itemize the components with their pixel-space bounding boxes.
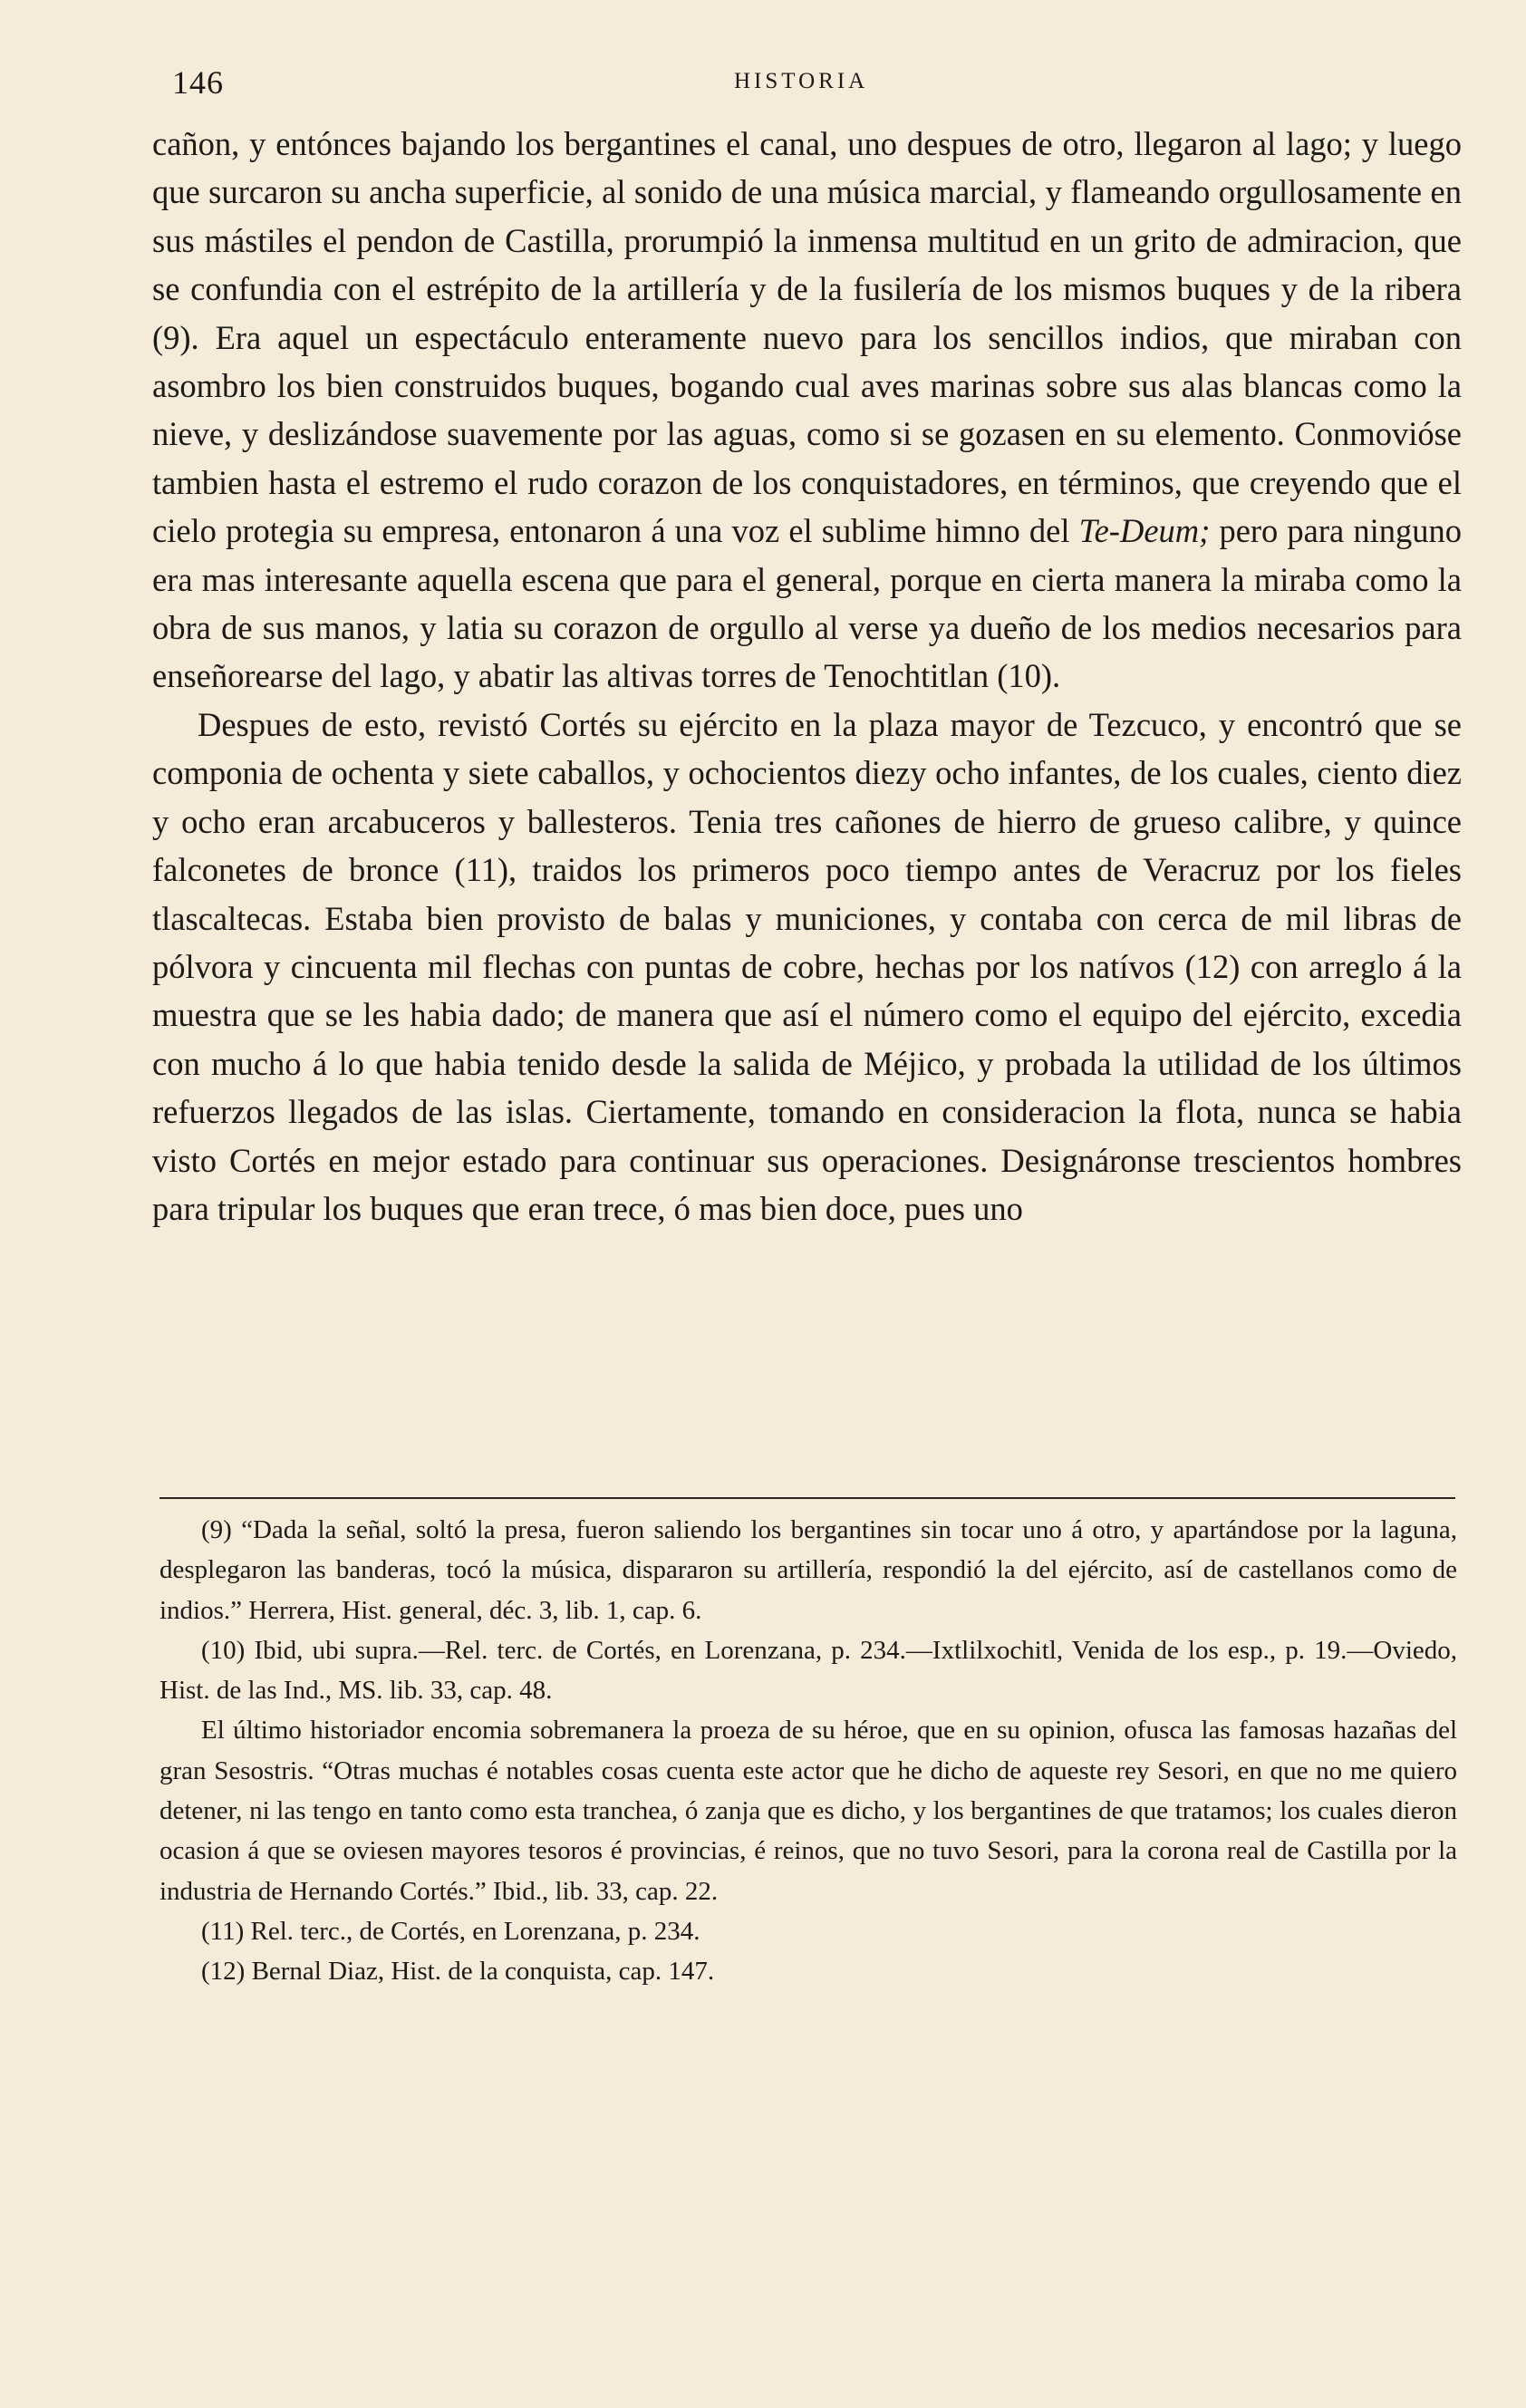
footnote-10: (10) Ibid, ubi supra.—Rel. terc. de Cortés, en Lorenzana, p. 234.—Ixtlilxochitl, Venida de los esp., p. 19.—Oviedo, Hist. de las Ind., MS. lib. 33, cap. 48.	[159, 1635, 1457, 1706]
footnote-divider	[159, 1497, 1455, 1499]
main-text	[152, 120, 1462, 1233]
footnote-9: (9) “Dada la señal, soltó la presa, fueron saliendo los bergantines sin tocar uno á otro, y apartándose por la laguna, desplegaron las banderas, tocó la música, dispararon su artillería, respondió la del ejército, así de castellanos como de indios.” Herrera, Hist. general, déc. 3, lib. 1, cap. 6.	[159, 1515, 1457, 1625]
footnotes	[159, 1510, 1457, 1992]
paragraph-1	[152, 120, 1462, 701]
page-number: 146	[172, 64, 224, 101]
running-head: HISTORIA	[734, 69, 869, 93]
te-deum-italic: Te-Deum;	[1078, 512, 1211, 550]
paragraph-2: Despues de esto, revistó Cortés su ejército en la plaza mayor de Tezcuco, y encontró que se componia de ochenta y siete caballos, y ochocientos diezy ocho infantes, de los cuales, ciento diez y ocho eran arcabuceros y ballesteros. Tenia tres cañones de hierro de grueso calibre, y quince falconetes de bronce (11), traidos los primeros poco tiempo antes de Veracruz por los fieles tlascaltecas. Estaba bien provisto de balas y municiones, y contaba con cerca de mil libras de pólvora y cincuenta mil flechas con puntas de cobre, hechas por los natívos (12) con arreglo á la muestra que se les habia dado; de manera que así el número como el equipo del ejército, excedia con mucho á lo que habia tenido desde la salida de Méjico, y probada la utilidad de los últimos refuerzos llegados de las islas. Ciertamente, tomando en consideracion la flota, nunca se habia visto Cortés en mejor estado para continuar sus operaciones. Designáronse trescientos hombres para tripular los buques que eran trece, ó mas bien doce, pues uno	[152, 705, 1462, 1227]
paragraph-1-end: pero para ninguno era mas interesante aquella escena que para el general, porque en cierta manera la miraba como la obra de sus manos, y latia su corazon de orgullo al verse ya dueño de los medios necesarios para enseñorearse del lago, y abatir las altivas torres de Tenochtitlan (10).	[152, 512, 1463, 695]
page-header	[172, 63, 1459, 118]
footnote-10-continuation: El último historiador encomia sobremanera la proeza de su héroe, que en su opinion, ofusca las famosas hazañas del gran Sesostris. “Otras muchas é notables cosas cuenta este actor que he dicho de aqueste rey Sesori, en que no me quiero detener, ni las tengo en tanto como esta tranchea, ó zanja que es dicho, y los bergantines de que tratamos; los cuales dieron ocasion á que se oviesen mayores tesoros é provincias, é reinos, que no tuvo Sesori, para la corona real de Castilla por la industria de Hernando Cortés.” Ibid., lib. 33, cap. 22.	[159, 1716, 1457, 1906]
footnote-11: (11) Rel. terc., de Cortés, en Lorenzana, p. 234.	[201, 1916, 700, 1946]
paragraph-1-text: cañon, y entónces bajando los bergantines el canal, uno despues de otro, llegaron al lago; y luego que surcaron su ancha superficie, al sonido de una música marcial, y flameando orgullosamente en sus mástiles el pendon de Castilla, prorumpió la inmensa multitud en un grito de admiracion, que se confundia con el estrépito de la artillería y de la fusilería de los mismos buques y de la ribera (9). Era aquel un espectáculo enteramente nuevo para los sencillos indios, que miraban con asombro los bien construidos buques, bogando cual aves marinas sobre sus alas blancas como la nieve, y deslizándose suavemente por las aguas, como si se gozasen en su elemento. Conmovióse tambien hasta el estremo el rudo corazon de los conquistadores, en términos, que creyendo que el cielo protegia su empresa, entonaron á una voz el sublime himno del	[152, 125, 1462, 550]
footnote-12: (12) Bernal Diaz, Hist. de la conquista, cap. 147.	[201, 1957, 715, 1987]
